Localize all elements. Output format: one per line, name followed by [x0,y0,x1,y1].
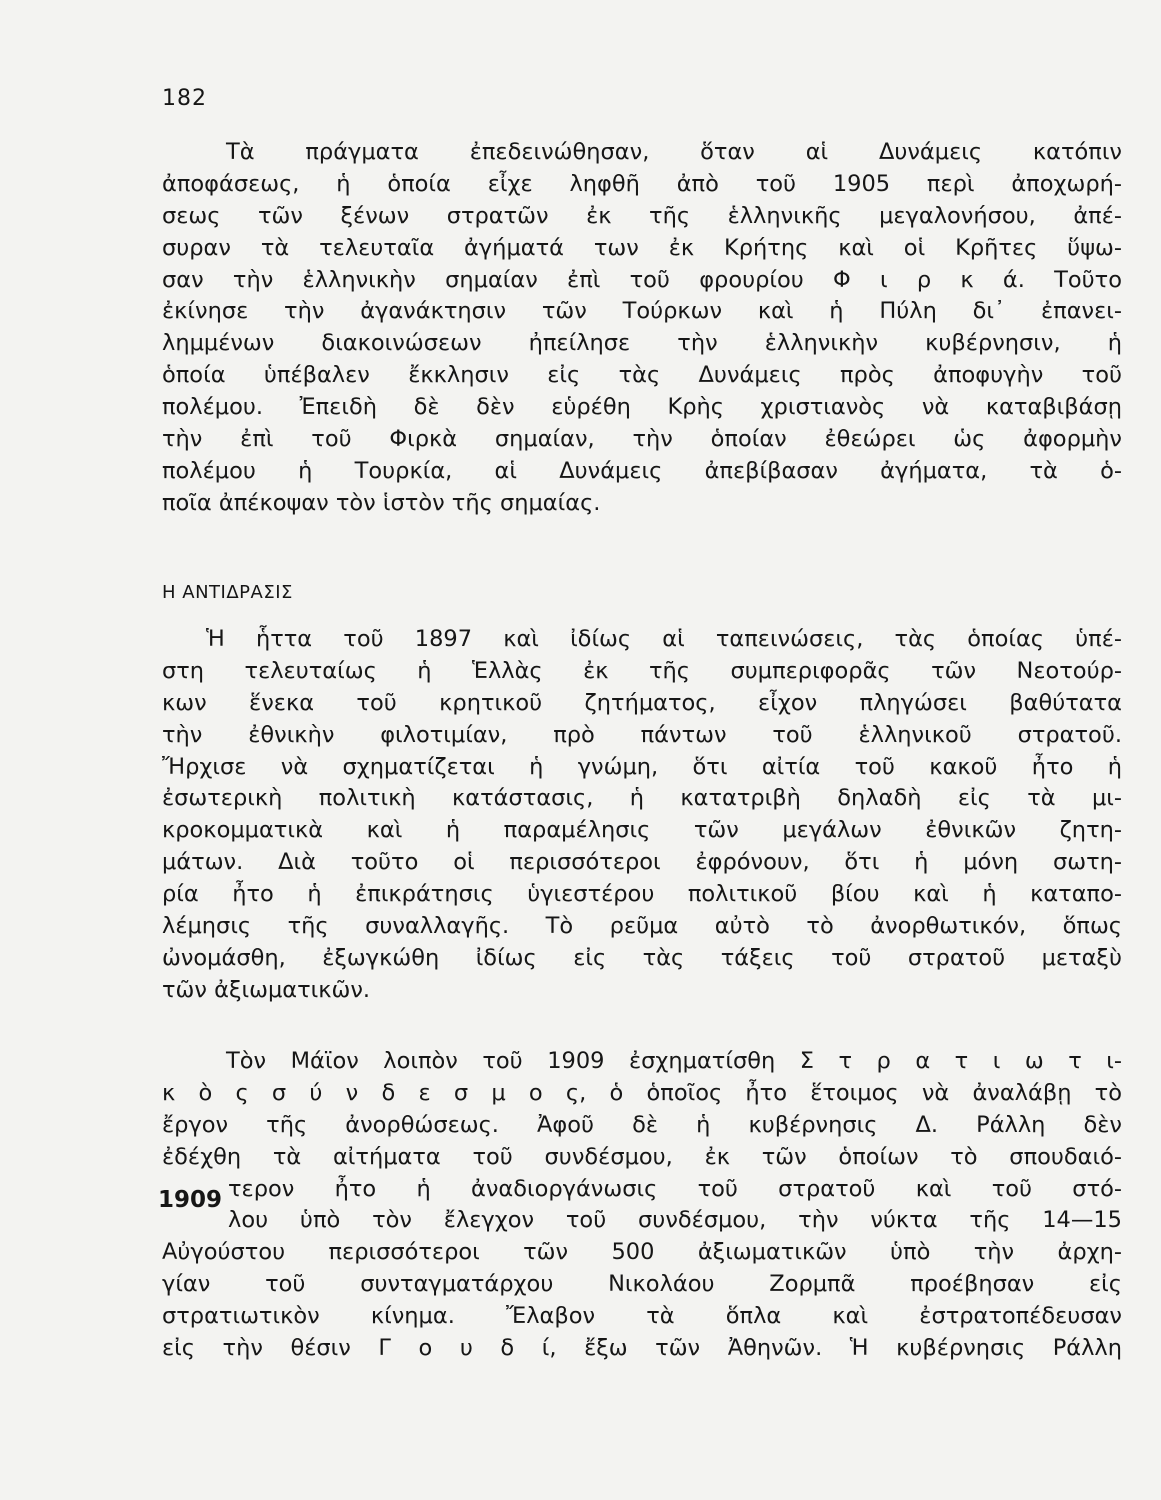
text-line: τῶν ἀξιωματικῶν. [162,976,371,1003]
text-line: Τὸν Μάϊον λοιπὸν τοῦ 1909 ἐσχηματίσθη Σ τ ρ α τ ι ω τ ι- [226,1048,1122,1074]
text-line: τὴν ἐπὶ τοῦ Φιρκὰ σημαίαν, τὴν ὁποίαν ἐθεώρει ὡς ἀφορμὴν [162,426,1122,453]
text-line: λημμένων διακοινώσεων ἠπείλησε τὴν ἑλληνικὴν κυβέρνησιν, ἡ [162,330,1122,357]
paragraph-2 [162,624,1122,1007]
text-line: λέμησις τῆς συναλλαγῆς. Τὸ ρεῦμα αὐτὸ τὸ ἀνορθωτικόν, ὅπως [162,913,1122,940]
page-number: 182 [162,86,207,111]
text-line: στη τελευταίως ἡ Ἑλλὰς ἐκ τῆς συμπεριφορᾶς τῶν Νεοτούρ- [162,657,1122,684]
text-line: ρία ἦτο ἡ ἐπικράτησις ὑγιεστέρου πολιτικοῦ βίου καὶ ἡ καταπο- [162,881,1122,908]
text-line: μάτων. Διὰ τοῦτο οἱ περισσότεροι ἐφρόνουν, ὅτι ἡ μόνη σωτη- [162,849,1122,876]
text-line: εἰς τὴν θέσιν Γ ο υ δ ί, ἔξω τῶν Ἀθηνῶν. Ἡ κυβέρνησις Ράλλη [162,1335,1122,1362]
text-line: ἐσωτερικὴ πολιτικὴ κατάστασις, ἡ κατατριβὴ δηλαδὴ εἰς τὰ μι- [162,785,1122,812]
text-line: ἀποφάσεως, ἡ ὁποία εἶχε ληφθῆ ἀπὸ τοῦ 1905 περὶ ἀποχωρή- [162,170,1122,197]
text-line: πολέμου ἡ Τουρκία, αἱ Δυνάμεις ἀπεβίβασαν ἀγήματα, τὰ ὁ- [162,457,1122,484]
text-line: λου ὑπὸ τὸν ἔλεγχον τοῦ συνδέσμου, τὴν νύκτα τῆς 14—15 [228,1207,1122,1234]
text-line: στρατιωτικὸν κίνημα. Ἔλαβον τὰ ὅπλα καὶ ἐστρατοπέδευσαν [162,1303,1122,1330]
text-line: τὴν ἐθνικὴν φιλοτιμίαν, πρὸ πάντων τοῦ ἑλληνικοῦ στρατοῦ. [162,721,1122,748]
text-line: γίαν τοῦ συνταγματάρχου Νικολάου Ζορμπᾶ προέβησαν εἰς [162,1271,1122,1298]
text-line: ὠνομάσθη, ἐξωγκώθη ἰδίως εἰς τὰς τάξεις τοῦ στρατοῦ μεταξὺ [162,944,1122,971]
text-line: κων ἕνεκα τοῦ κρητικοῦ ζητήματος, εἶχον πληγώσει βαθύτατα [162,689,1122,716]
text-line: Αὐγούστου περισσότεροι τῶν 500 ἀξιωματικῶν ὑπὸ τὴν ἀρχη- [162,1239,1122,1266]
paragraph-3 [162,1046,1122,1365]
text-line: ποῖα ἀπέκοψαν τὸν ἱστὸν τῆς σημαίας. [162,489,601,516]
text-line: πολέμου. Ἐπειδὴ δὲ δὲν εὑρέθη Κρὴς χριστιανὸς νὰ καταβιβάσῃ [162,394,1122,421]
text-line: Ἤρχισε νὰ σχηματίζεται ἡ γνώμη, ὅτι αἰτία τοῦ κακοῦ ἦτο ἡ [162,753,1122,780]
text-line: ἐδέχθη τὰ αἰτήματα τοῦ συνδέσμου, ἐκ τῶν ὁποίων τὸ σπουδαιό- [162,1143,1122,1170]
text-line: κροκομματικὰ καὶ ἡ παραμέλησις τῶν μεγάλων ἐθνικῶν ζητη- [162,817,1122,844]
text-line: Ἡ ἧττα τοῦ 1897 καὶ ἰδίως αἱ ταπεινώσεις, τὰς ὁποίας ὑπέ- [206,626,1122,652]
text-line: ὁποία ὑπέβαλεν ἔκκλησιν εἰς τὰς Δυνάμεις πρὸς ἀποφυγὴν τοῦ [162,362,1122,389]
text-line: ἔργον τῆς ἀνορθώσεως. Ἀφοῦ δὲ ἡ κυβέρνησις Δ. Ράλλη δὲν [162,1111,1122,1138]
text-line: κ ὸ ς σ ύ ν δ ε σ μ ο ς, ὁ ὁποῖος ἦτο ἕτοιμος νὰ ἀναλάβῃ τὸ [162,1079,1122,1106]
paragraph-1 [162,137,1122,520]
text-line: τερον ἦτο ἡ ἀναδιοργάνωσις τοῦ στρατοῦ καὶ τοῦ στό- [228,1175,1122,1202]
text-line: Τὰ πράγματα ἐπεδεινώθησαν, ὅταν αἱ Δυνάμεις κατόπιν [226,139,1122,165]
text-line: σαν τὴν ἑλληνικὴν σημαίαν ἐπὶ τοῦ φρουρίου Φ ι ρ κ ά. Τοῦτο [162,266,1122,293]
text-line: σεως τῶν ξένων στρατῶν ἐκ τῆς ἑλληνικῆς μεγαλονήσου, ἀπέ- [162,202,1122,229]
margin-year-note: 1909 [158,1187,223,1213]
text-line: συραν τὰ τελευταῖα ἀγήματά των ἐκ Κρήτης καὶ οἱ Κρῆτες ὕψω- [162,234,1122,261]
text-line: ἐκίνησε τὴν ἀγανάκτησιν τῶν Τούρκων καὶ ἡ Πύλη δι᾿ ἐπανει- [162,298,1122,325]
section-heading: Η ΑΝΤΙΔΡΑΣΙΣ [162,582,293,603]
